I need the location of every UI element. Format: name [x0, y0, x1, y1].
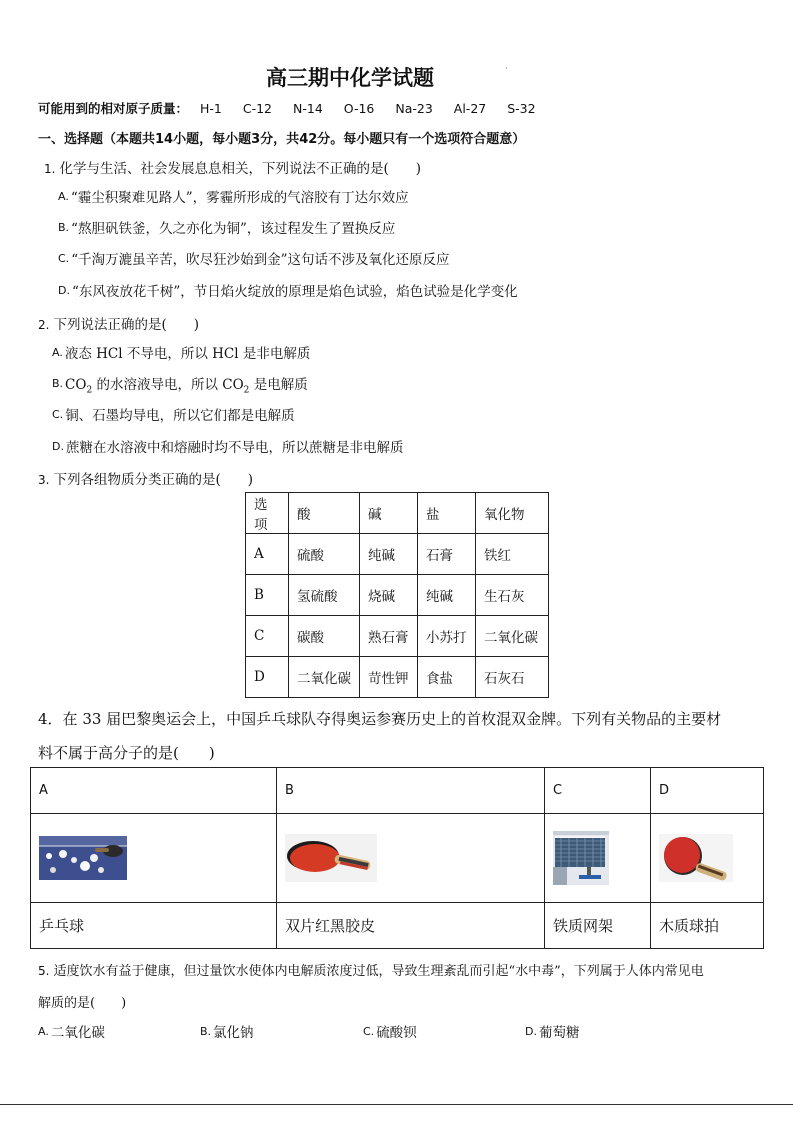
ping-pong-balls-image — [39, 836, 127, 880]
question-2-option-a: A. 液态 HCl 不导电，所以 HCl 是非电解质 — [52, 346, 311, 362]
table-cell: 铁红 — [476, 534, 549, 575]
question-5-option-d: D. 葡萄糖 — [525, 1025, 580, 1041]
table-cell: 小苏打 — [418, 616, 476, 657]
table-cell: 生石灰 — [476, 575, 549, 616]
items-table — [30, 767, 764, 949]
table-header-cell: 选项 — [246, 493, 289, 534]
page-bottom-rule — [0, 1104, 793, 1105]
table-cell: A — [246, 534, 289, 575]
question-5-option-a: A. 二氧化碳 — [38, 1025, 105, 1041]
classification-table — [245, 492, 549, 698]
table-header-cell: 酸 — [289, 493, 360, 534]
table-cell: 碳酸 — [289, 616, 360, 657]
question-1-option-b: B. “熬胆矾铁釜，久之亦化为铜”，该过程发生了置换反应 — [58, 221, 396, 237]
question-4-line-2: 料不属于高分子的是( ) — [38, 744, 215, 762]
table-cell: 烧碱 — [360, 575, 418, 616]
table-cell: 石膏 — [418, 534, 476, 575]
table-header-row — [246, 493, 549, 534]
question-1-option-a: A. “霾尘积聚难见路人”，雾霾所形成的气溶胶有丁达尔效应 — [58, 190, 409, 206]
atomic-mass-al: Al-27 — [453, 101, 487, 116]
question-2-option-b: B. $CO_2$ 的水溶液导电，所以 $CO_2$ 是电解质 — [52, 377, 308, 396]
question-1-option-d: D. “东风夜放花千树”，节日焰火绽放的原理是焰色试验，焰色试验是化学变化 — [58, 284, 518, 300]
table-row — [246, 534, 549, 575]
atomic-mass-s: S-32 — [507, 101, 536, 116]
question-5-option-b: B. 氯化钠 — [200, 1025, 254, 1041]
item-header-c: C — [545, 768, 651, 814]
item-header-d: D — [651, 768, 764, 814]
item-name-d: 木质球拍 — [651, 903, 764, 949]
table-header-cell: 碱 — [360, 493, 418, 534]
question-2-option-c: C. 铜、石墨均导电，所以它们都是电解质 — [52, 408, 295, 424]
question-4-line-1: 4．在 33 届巴黎奥运会上，中国乒乓球队夺得奥运参赛历史上的首枚混双金牌。下列有关物品的主要材 — [38, 710, 722, 728]
table-cell: 纯碱 — [360, 534, 418, 575]
question-2-option-d: D. 蔗糖在水溶液中和熔融时均不导电，所以蔗糖是非电解质 — [52, 440, 404, 456]
table-cell: 食盐 — [418, 657, 476, 698]
table-cell: 二氧化碳 — [476, 616, 549, 657]
table-cell: 纯碱 — [418, 575, 476, 616]
question-5-line-2: 解质的是( ) — [38, 996, 127, 1011]
atomic-mass-h: H-1 — [200, 101, 222, 116]
page-title: 高三期中化学试题 — [266, 65, 434, 90]
item-header-b: B — [277, 768, 545, 814]
table-cell: 石灰石 — [476, 657, 549, 698]
net-frame-image — [553, 831, 609, 885]
question-3-stem: 3. 下列各组物质分类正确的是( ) — [38, 472, 253, 488]
item-name-c: 铁质网架 — [545, 903, 651, 949]
table-cell: 氢硫酸 — [289, 575, 360, 616]
table-cell: C — [246, 616, 289, 657]
table-row — [246, 575, 549, 616]
question-1-option-c: C. “千淘万漉虽辛苦，吹尽狂沙始到金”这句话不涉及氧化还原反应 — [58, 252, 450, 268]
table-header-cell: 氧化物 — [476, 493, 549, 534]
question-1-stem: 1. 化学与生活、社会发展息息相关，下列说法不正确的是( ) — [44, 161, 421, 177]
item-image-cell — [545, 814, 651, 903]
wooden-paddle-image — [659, 834, 733, 882]
item-image-cell — [31, 814, 277, 903]
atomic-mass-na: Na-23 — [395, 101, 433, 116]
table-cell: 硫酸 — [289, 534, 360, 575]
item-name-b: 双片红黑胶皮 — [277, 903, 545, 949]
table-header-cell: 盐 — [418, 493, 476, 534]
items-name-row — [31, 903, 764, 949]
atomic-masses — [38, 99, 553, 117]
table-row — [246, 616, 549, 657]
table-cell: B — [246, 575, 289, 616]
item-name-a: 乒乓球 — [31, 903, 277, 949]
question-5-option-c: C. 硫酸钡 — [363, 1025, 417, 1041]
atomic-mass-o: O-16 — [343, 101, 375, 116]
items-header-row — [31, 768, 764, 814]
section-heading: 一、选择题（本题共14小题，每小题3分，共42分。每小题只有一个选项符合题意） — [38, 132, 526, 147]
atomic-masses-label: 可能用到的相对原子质量： — [38, 101, 189, 116]
items-image-row — [31, 814, 764, 903]
table-cell: 苛性钾 — [360, 657, 418, 698]
question-5-line-1: 5. 适度饮水有益于健康，但过量饮水使体内电解质浓度过低，导致生理紊乱而引起“水中毒”，下列属于人体内常见电 — [38, 964, 704, 979]
atomic-mass-c: C-12 — [242, 101, 273, 116]
table-row — [246, 657, 549, 698]
table-cell: 二氧化碳 — [289, 657, 360, 698]
table-cell: D — [246, 657, 289, 698]
rubber-paddle-image — [285, 834, 377, 882]
atomic-mass-n: N-14 — [293, 101, 323, 116]
stray-dot: · — [505, 64, 508, 73]
item-image-cell — [277, 814, 545, 903]
table-cell: 熟石膏 — [360, 616, 418, 657]
item-header-a: A — [31, 768, 277, 814]
question-2-stem: 2. 下列说法正确的是( ) — [38, 317, 199, 333]
item-image-cell — [651, 814, 764, 903]
